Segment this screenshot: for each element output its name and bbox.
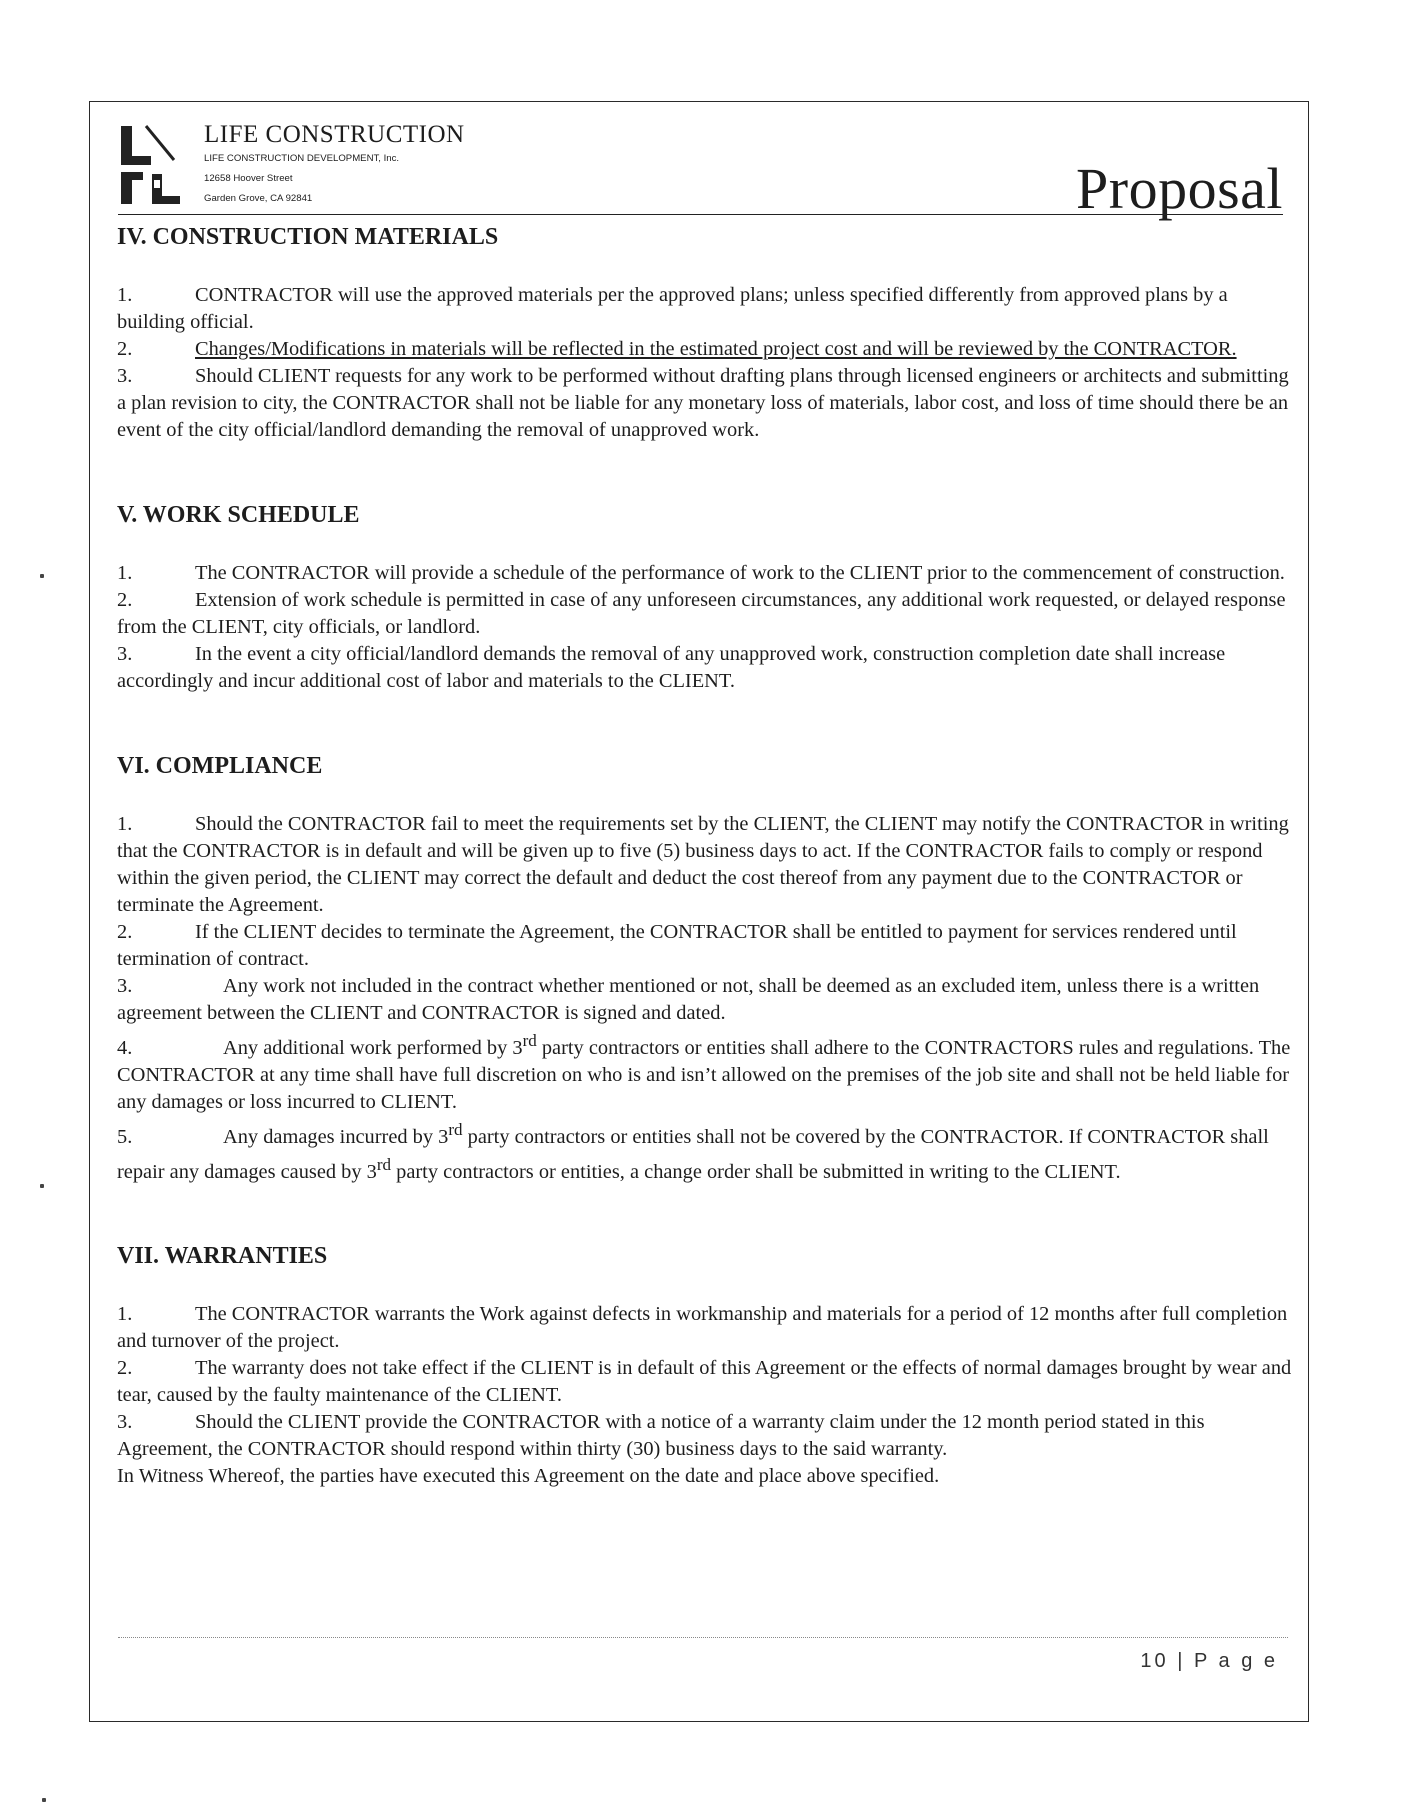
clause-item: [117, 363, 1292, 444]
company-street: 12658 Hoover Street: [204, 173, 293, 184]
clause-number: 3.: [117, 643, 133, 665]
clause-item: [117, 1355, 1292, 1409]
section-construction-materials: [117, 222, 1292, 444]
clause-number: 2.: [117, 589, 133, 611]
clause-text: CONTRACTOR will use the approved materials per the approved plans; unless specified differently from approved plans by a building official.: [117, 284, 1228, 333]
clause-item: [117, 560, 1292, 587]
clause-item: [117, 1409, 1292, 1463]
ordinal-suffix: rd: [376, 1154, 392, 1174]
clause-text: In the event a city official/landlord demands the removal of any unapproved work, construction completion date shall increase accordingly and incur additional cost of labor and materials to the CLIENT.: [117, 643, 1226, 692]
document-title: Proposal: [1076, 156, 1283, 221]
section-compliance: [117, 751, 1292, 1185]
ordinal-suffix: rd: [522, 1031, 537, 1050]
clause-text: Should the CONTRACTOR fail to meet the requirements set by the CLIENT, the CLIENT may notify the CONTRACTOR in writing that the CONTRACTOR is in default and will be given up to five (5) business days to act. If the CONTRACTOR fails to comply or respond within the given period, the CLIENT may correct the default and deduct the cost thereof from any payment due to the CONTRACTOR or terminate the Agreement.: [117, 813, 1289, 916]
header-divider: [118, 214, 1283, 215]
clause-number: 1.: [117, 562, 133, 584]
clause-number: 5.: [117, 1125, 133, 1148]
clause-item: [117, 811, 1292, 919]
clause-item: [117, 336, 1292, 363]
clause-text: The CONTRACTOR will provide a schedule of the performance of work to the CLIENT prior to the commencement of construction.: [195, 562, 1285, 584]
witness-statement: In Witness Whereof, the parties have executed this Agreement on the date and place above specified.: [117, 1465, 940, 1488]
company-block: [204, 122, 465, 207]
clause-text: Should CLIENT requests for any work to be performed without drafting plans through licensed engineers or architects and submitting a plan revision to city, the CONTRACTOR shall not be liable for any monetary loss of materials, labor cost, and loss of time should there be an event of the city official/landlord demanding the removal of unapproved work.: [117, 365, 1289, 441]
clause-item: [117, 919, 1292, 973]
ordinal-suffix: rd: [448, 1119, 463, 1139]
document-body: [117, 222, 1292, 1490]
clause-number: 4.: [117, 1036, 133, 1059]
clause-number: 1.: [117, 284, 133, 306]
section-heading: IV. CONSTRUCTION MATERIALS: [117, 224, 499, 250]
page-number: 10 | P a g e: [1140, 1650, 1278, 1672]
clause-text-part: party contractors or entities shall adhere to the CONTRACTORS rules and regulations. The CONTRACTOR at any time shall have full discretion on who is and isn’t allowed on the premises of the job site and shall not be held liable for any damages or loss incurred to CLIENT.: [117, 1036, 1291, 1113]
section-warranties: [117, 1241, 1292, 1490]
clause-number: 1.: [117, 813, 133, 835]
clause-number: 2.: [117, 921, 133, 943]
company-city: Garden Grove, CA 92841: [204, 193, 313, 204]
clause-text: Any work not included in the contract whether mentioned or not, shall be deemed as an excluded item, unless there is a written agreement between the CLIENT and CONTRACTOR is signed and dated.: [117, 975, 1260, 1024]
letterhead: [118, 122, 1283, 220]
clause-item: [117, 973, 1292, 1027]
clause-text-part: party contractors or entities, a change order shall be submitted in writing to the CLIENT.: [391, 1160, 1121, 1183]
company-name: LIFE CONSTRUCTION: [204, 121, 465, 148]
clause-number: 1.: [117, 1303, 133, 1326]
footer-divider: [118, 1637, 1288, 1638]
clause-item: [117, 1116, 1292, 1186]
clause-text: Changes/Modifications in materials will be reflected in the estimated project cost and will be reviewed by the CONTRACTOR.: [195, 338, 1237, 360]
scan-speck: [42, 1798, 46, 1802]
clause-item: [117, 282, 1292, 336]
clause-number: 3.: [117, 975, 133, 997]
scan-speck: [40, 1184, 44, 1188]
clause-text-part: party contractors or entities shall not be covered by the CONTRACTOR. If CONTRACTOR shall repair any damages caused by 3: [117, 1125, 1269, 1183]
clause-text: The warranty does not take effect if the CLIENT is in default of this Agreement or the effects of normal damages brought by wear and tear, caused by the faulty maintenance of the CLIENT.: [117, 1357, 1292, 1407]
clause-text: If the CLIENT decides to terminate the Agreement, the CONTRACTOR shall be entitled to payment for services rendered until termination of contract.: [117, 921, 1237, 970]
clause-number: 2.: [117, 338, 133, 360]
section-heading: VI. COMPLIANCE: [117, 753, 323, 779]
clause-item: [117, 1301, 1292, 1355]
clause-item: [117, 587, 1292, 641]
clause-text: Extension of work schedule is permitted in case of any unforeseen circumstances, any additional work requested, or delayed response from the CLIENT, city officials, or landlord.: [117, 589, 1286, 638]
clause-number: 3.: [117, 365, 133, 387]
clause-number: 2.: [117, 1357, 133, 1380]
clause-text: The CONTRACTOR warrants the Work against defects in workmanship and materials for a period of 12 months after full completion and turnover of the project.: [117, 1303, 1288, 1353]
company-legal-name: LIFE CONSTRUCTION DEVELOPMENT, Inc.: [204, 153, 400, 164]
scan-speck: [40, 574, 44, 578]
clause-item: [117, 641, 1292, 695]
clause-text-part: Any additional work performed by 3: [223, 1036, 523, 1059]
clause-text-part: Any damages incurred by 3: [223, 1125, 449, 1148]
clause-text: Should the CLIENT provide the CONTRACTOR with a notice of a warranty claim under the 12 month period stated in this Agreement, the CONTRACTOR should respond within thirty (30) business days to the said warranty.: [117, 1411, 1205, 1461]
section-heading: VII. WARRANTIES: [117, 1243, 328, 1270]
clause-item: [117, 1027, 1292, 1116]
company-logo: [118, 124, 200, 206]
clause-number: 3.: [117, 1411, 133, 1434]
section-work-schedule: [117, 500, 1292, 695]
section-heading: V. WORK SCHEDULE: [117, 502, 360, 528]
